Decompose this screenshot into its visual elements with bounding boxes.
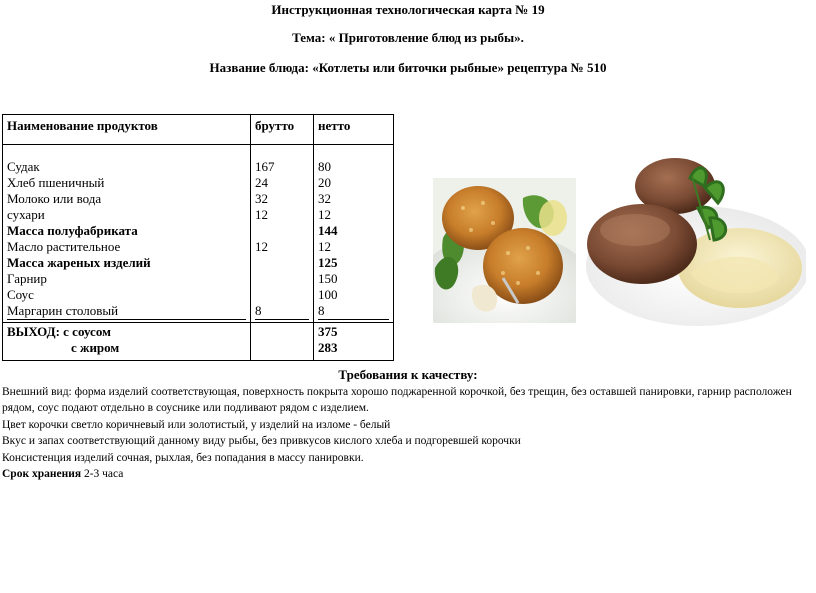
gross-value: 24 (255, 175, 268, 190)
shelf-life-label: Срок хранения (2, 468, 82, 481)
net-value: 12 (318, 207, 331, 222)
gross-value: 8 (255, 303, 309, 320)
product-name: Масса жареных изделий (7, 255, 151, 270)
gross-value: 167 (255, 159, 275, 174)
product-names-cell (3, 145, 251, 323)
shelf-life (2, 466, 792, 482)
yield-fat-value: 283 (318, 340, 338, 355)
product-name: Масса полуфабриката (7, 223, 138, 238)
yield-sauce-value: 375 (318, 324, 338, 339)
quality-consistency: Консистенция изделий сочная, рыхлая, без попадания в массу панировки. (2, 451, 364, 464)
gross-values-cell (251, 145, 314, 323)
net-value: 125 (318, 255, 338, 270)
product-name: Судак (7, 159, 40, 174)
net-value: 80 (318, 159, 331, 174)
cutlets-with-puree-photo (580, 148, 806, 326)
quality-requirements (2, 384, 792, 482)
net-value: 32 (318, 191, 331, 206)
product-name: Маргарин столовый (7, 303, 246, 320)
fish-cutlets-illustration (433, 178, 576, 323)
shelf-life-value: 2-3 часа (81, 468, 124, 481)
yield-gross-cell (251, 323, 314, 361)
net-value: 144 (318, 223, 338, 238)
quality-appearance: Внешний вид: форма изделий соответствующая, поверхность покрыта хорошо поджаренной корочкой, без трещин, без оставшей панировки, гарнир расположен рядом, соус подают отдельно в соуснике или подливают рядом с изделием. (2, 386, 792, 415)
col-header-gross: брутто (251, 115, 314, 145)
yield-fat-label: с жиром (71, 340, 120, 355)
col-header-products: Наименование продуктов (3, 115, 251, 145)
table-body-row (3, 145, 394, 323)
dish-line: Название блюда: «Котлеты или биточки рыбные» рецептура № 510 (209, 60, 607, 75)
net-value: 100 (318, 287, 338, 302)
gross-value: 12 (255, 239, 268, 254)
product-name: Соус (7, 287, 34, 302)
quality-color: Цвет корочки светло коричневый или золотистый, у изделий на изломе - белый (2, 418, 391, 431)
net-value: 20 (318, 175, 331, 190)
topic-line: Тема: « Приготовление блюд из рыбы». (292, 30, 524, 45)
product-name: сухари (7, 207, 45, 222)
net-values-cell (314, 145, 394, 323)
gross-value: 32 (255, 191, 268, 206)
recipe-table (2, 114, 394, 361)
quality-title: Требования к качеству: (338, 367, 478, 382)
yield-sauce-label: ВЫХОД: с соусом (7, 324, 111, 339)
fish-cutlets-photo (433, 178, 576, 323)
gross-value (255, 223, 309, 239)
gross-value (255, 255, 309, 271)
card-title: Инструкционная технологическая карта № 19 (271, 2, 545, 17)
net-value: 12 (318, 239, 331, 254)
net-value: 8 (318, 303, 389, 320)
product-name: Масло растительное (7, 239, 121, 254)
col-header-net: нетто (314, 115, 394, 145)
table-header-row (3, 115, 394, 145)
quality-taste: Вкус и запах соответствующий данному виду рыбы, без привкусов кислого хлеба и подгоревшей корочки (2, 435, 521, 448)
cutlets-with-puree-illustration (580, 148, 806, 326)
product-name: Хлеб пшеничный (7, 175, 105, 190)
gross-value: 12 (255, 207, 268, 222)
yield-label-cell (3, 323, 251, 361)
product-name: Гарнир (7, 271, 47, 286)
gross-value (255, 271, 309, 287)
net-value: 150 (318, 271, 338, 286)
yield-values-cell (314, 323, 394, 361)
product-name: Молоко или вода (7, 191, 102, 206)
yield-row (3, 323, 394, 361)
gross-value (255, 287, 309, 303)
